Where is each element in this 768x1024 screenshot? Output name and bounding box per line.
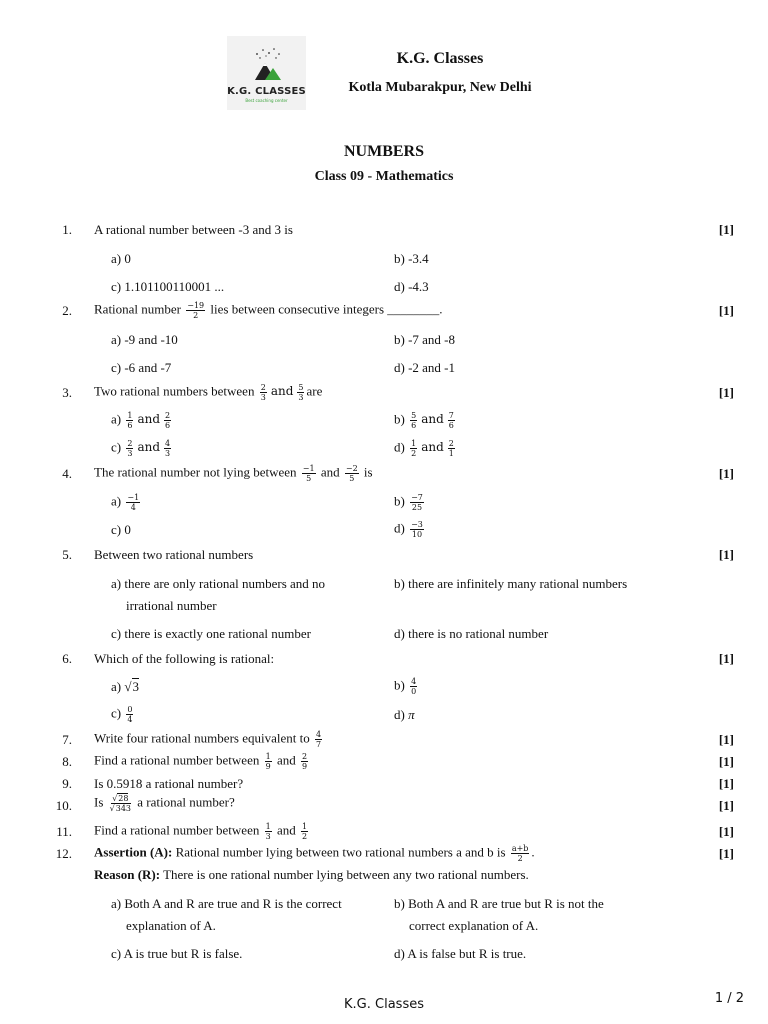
marks: [1] (718, 754, 734, 769)
option-c: c) 0 (111, 522, 131, 537)
marks: [1] (718, 798, 734, 813)
option-a: a) Both A and R are true and R is the correct (111, 896, 342, 911)
page-number: 1 / 2 (714, 991, 744, 1006)
marks: [1] (718, 846, 734, 861)
option-c: c) -6 and -7 (111, 360, 172, 375)
option-c: c) $\frac{0}{4}$ (111, 705, 133, 724)
marks: [1] (718, 732, 734, 747)
question-number: 1. (62, 222, 72, 237)
marks: [1] (718, 547, 734, 562)
marks: [1] (718, 222, 734, 237)
option-b: b) Both A and R are true but R is not the (394, 896, 604, 911)
logo-text: K.G. CLASSES (227, 86, 306, 97)
class-line: Class 09 - Mathematics (314, 169, 454, 184)
question-text: Which of the following is rational: (94, 651, 275, 666)
org-name: K.G. Classes (396, 50, 484, 67)
option-d: d) π (394, 707, 415, 722)
option-b-cont: correct explanation of A. (409, 918, 539, 933)
option-c: c) there is exactly one rational number (111, 626, 311, 641)
option-d: d) $\frac{-3}{10}$ (394, 520, 423, 539)
option-d: d) A is false but R is true. (394, 946, 527, 961)
option-b: b) -7 and -8 (394, 332, 456, 347)
question-text: The rational number not lying between $\frac{-1}{5}$ and $\frac{-2}{5}$ is (94, 464, 373, 483)
option-a: a) $\frac{1}{6}$ and $\frac{2}{6}$ (111, 411, 171, 430)
option-c: c) $\frac{2}{3}$ and $\frac{4}{3}$ (111, 439, 171, 458)
marks: [1] (718, 776, 734, 791)
option-b: b) $\frac{-7}{25}$ (394, 493, 423, 512)
option-c: c) A is true but R is false. (111, 946, 243, 961)
question-number: 8. (62, 754, 72, 769)
option-a: a) 0 (111, 251, 131, 266)
question-number: 9. (62, 776, 72, 791)
footer-text: K.G. Classes (344, 997, 424, 1012)
option-b: b) there are infinitely many rational numbers (394, 576, 628, 591)
option-a: a) -9 and -10 (111, 332, 178, 347)
question-number: 3. (62, 385, 72, 400)
question-number: 6. (62, 651, 72, 666)
option-d: d) -4.3 (394, 279, 429, 294)
option-a: a) there are only rational numbers and no (111, 576, 326, 591)
question-text: Is $\frac{√28}{√343}$ a rational number? (94, 794, 235, 813)
option-d: d) -2 and -1 (394, 360, 456, 375)
question-number: 11. (56, 824, 72, 839)
question-text: Find a rational number between $\frac{1}{9}$ and $\frac{2}{9}$ (94, 752, 308, 771)
logo (227, 36, 306, 110)
question-text: Is 0.5918 a rational number? (94, 776, 244, 791)
question-number: 5. (62, 547, 72, 562)
option-d: d) there is no rational number (394, 626, 549, 641)
option-a-cont: irrational number (126, 598, 217, 613)
question-text: Rational number $\frac{-19}{2}$ lies between consecutive integers ________. (94, 301, 443, 320)
question-number: 2. (62, 303, 72, 318)
marks: [1] (718, 385, 734, 400)
assertion: Assertion (A): Rational number lying between two rational numbers a and b is $\frac{a+b}{2}$ . (94, 844, 535, 863)
marks: [1] (718, 824, 734, 839)
question-text: A rational number between -3 and 3 is (94, 222, 293, 237)
mountain-logo-icon (227, 36, 306, 86)
address: Kotla Mubarakpur, New Delhi (348, 80, 532, 95)
page-title: NUMBERS (343, 143, 424, 160)
marks: [1] (718, 303, 734, 318)
question-number: 12. (55, 846, 72, 861)
option-d: d) $\frac{1}{2}$ and $\frac{2}{1}$ (394, 439, 454, 458)
option-a: a) √3 (111, 679, 139, 694)
option-c: c) 1.101100110001 ... (111, 279, 225, 294)
question-number: 7. (62, 732, 72, 747)
question-text: Find a rational number between $\frac{1}{3}$ and $\frac{1}{2}$ (94, 822, 308, 841)
question-text: Write four rational numbers equivalent to $\frac{4}{7}$ (94, 730, 322, 749)
logo-tagline: Best coaching center (245, 98, 288, 103)
marks: [1] (718, 651, 734, 666)
fraction: $\frac{-19}{2}$ (187, 301, 205, 320)
question-number: 10. (55, 798, 72, 813)
option-a: a) $\frac{-1}{4}$ (111, 493, 140, 512)
option-b: b) -3.4 (394, 251, 429, 266)
marks: [1] (718, 466, 734, 481)
reason: Reason (R): There is one rational number lying between any two rational numbers. (94, 867, 529, 882)
option-b: b) $\frac{5}{6}$ and $\frac{7}{6}$ (394, 411, 454, 430)
option-a-cont: explanation of A. (126, 918, 216, 933)
question-number: 4. (62, 466, 72, 481)
question-text: Between two rational numbers (94, 547, 254, 562)
option-b: b) $\frac{4}{0}$ (394, 677, 417, 696)
question-text: Two rational numbers between $\frac{2}{3}$ and $\frac{5}{3}$ are (94, 383, 323, 402)
